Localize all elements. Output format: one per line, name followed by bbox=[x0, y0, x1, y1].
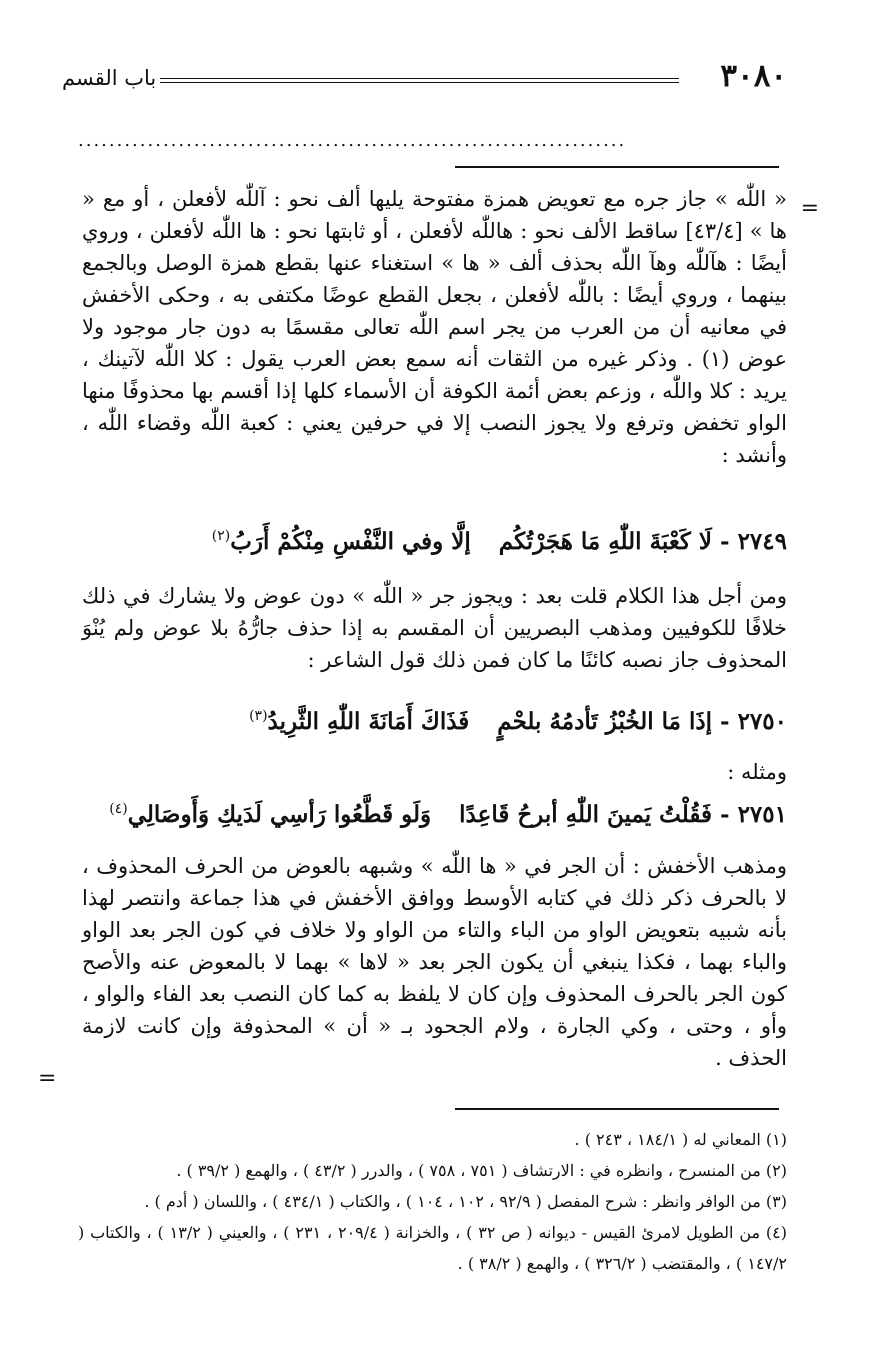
chapter-title: باب القسم bbox=[62, 66, 157, 90]
footnote-1: (١) المعاني له ( ١٨٤/١ ، ٢٤٣ ) . bbox=[574, 1130, 787, 1149]
verse-hemistich-2: فَذَاكَ أَمَانَةَ اللّٰهِ الثَّرِيدُ bbox=[267, 708, 470, 735]
verse-hemistich-1: إذَا مَا الخُبْزُ تَأدمُهُ بلحْمٍ bbox=[497, 708, 713, 735]
verse-2751 bbox=[86, 801, 787, 828]
verse-hemistich-1: فَقُلْتُ يَمينَ اللّٰهِ أبرحُ قَاعِدًا bbox=[459, 801, 713, 828]
paragraph-text: ومذهب الأخفش : أن الجر في « ها اللّٰه » وشبهه بالعوض من الحرف المحذوف ، لا بالحرف ذكر ذلك في كتابه الأوسط ووافق الأخفش في هذا جماعة وانتصر لهذا بأنه شبيه بتعويض الواو من الباء والتاء من الواو ولا خلاف في كون الجر بعد الواو والباء بهما ، فكذا ينبغي أن يكون الجر بعد « لاها » بهما لا بالمعوض عنه والأصح كون الجر بالحرف المحذوف وإن كان لا يلفظ به كما كان النصب بعد الفاء والواو ، وأو ، وحتى ، وكي الجارة ، ولام الجحود بـ « أن » المحذوفة وإن كانت لازمة الحذف . bbox=[82, 854, 787, 1070]
paragraph-text: ومثله : bbox=[727, 760, 787, 784]
verse-hemistich-2: وَلَو قَطَّعُوا رَأسِي لَدَيكِ وَأَوصَالِي bbox=[127, 801, 432, 828]
paragraph-1 bbox=[82, 183, 787, 471]
top-rule bbox=[455, 166, 779, 168]
footnote-ref: (٤) bbox=[109, 801, 128, 818]
verse-2749 bbox=[86, 528, 787, 555]
footnote-rule bbox=[455, 1108, 779, 1110]
footnote-4: (٤) من الطويل لامرئ القيس - ديوانه ( ص ٣٢ ) ، والخزانة ( ٢٠٩/٤ ، ٢٣١ ) ، والعيني ( ١٣/٢ ) ، والكتاب ( ١٤٧/٢ ) ، والمقتضب ( ٣٢٦/٢ ) ، والهمع ( ٣٨/٢ ) . bbox=[78, 1223, 787, 1273]
header-rule bbox=[160, 78, 679, 83]
paragraph-text: ومن أجل هذا الكلام قلت بعد : ويجوز جر « اللّٰه » دون عوض ولا يشارك في ذلك خلافًا للكوفيين ومذهب البصريين أن المقسم به إذا حذف جارُّهُ بلا عوض ولم يُنْوَ المحذوف جاز نصبه كائنًا ما كان فمن ذلك قول الشاعر : bbox=[82, 584, 787, 672]
footnote-ref: (٣) bbox=[249, 708, 268, 725]
verse-hemistich-1: لَا كَعْبَةَ اللّٰهِ مَا هَجَرْتُكُم bbox=[498, 528, 713, 555]
verse-hemistich-2: إلَّا وفي النَّفْسِ مِنْكُمْ أَرَبُ bbox=[230, 528, 471, 555]
verse-number: ٢٧٥١ - bbox=[720, 801, 787, 828]
paragraph-2 bbox=[82, 580, 787, 676]
paragraph-3 bbox=[82, 756, 787, 788]
footnotes bbox=[78, 1124, 787, 1279]
continuation-end-mark: = bbox=[38, 1066, 57, 1091]
page-number: ٣٠٨٠ bbox=[720, 58, 787, 94]
verse-2750 bbox=[86, 708, 787, 735]
paragraph-text: « اللّٰه » جاز جره مع تعويض همزة مفتوحة يليها ألف نحو : آللّٰه لأفعلن ، أو مع « ها » [٤٣/٤] ساقط الألف نحو : هاللّٰه لأفعلن ، أو ثابتها نحو : ها اللّٰه لأفعلن ، وروي أيضًا : هآللّٰه وهآ اللّٰه بحذف ألف « ها » استغناء عنها بقطع همزة الوصل وبالجمع بينهما ، وروي أيضًا : باللّٰه لأفعلن ، بجعل القطع عوضًا مكتفى به ، وحكى الأخفش في معانيه أن من العرب من يجر اسم اللّٰه تعالى مقسمًا به دون جار موجود ولا عوض (١) . وذكر غيره من الثقات أنه سمع بعض العرب يقول : كلا اللّٰه لآتينك ، يريد : كلا واللّٰه ، وزعم بعض أئمة الكوفة أن الأسماء كلها إذا أقسم بها محذوفًا منها الواو تخفض وترفع ولا يجوز النصب إلا في حرفين يعني : كعبة اللّٰه وقضاء اللّٰه ، وأنشد : bbox=[82, 187, 787, 467]
dotted-separator: ....................................................................... bbox=[78, 130, 627, 151]
footnote-ref: (٢) bbox=[211, 528, 231, 545]
verse-number: ٢٧٤٩ - bbox=[720, 528, 787, 555]
paragraph-4 bbox=[82, 850, 787, 1074]
footnote-2: (٢) من المنسرح ، وانظره في : الارتشاف ( ٧٥١ ، ٧٥٨ ) ، والدرر ( ٤٣/٢ ) ، والهمع ( ٣٩/٢ ) . bbox=[176, 1161, 787, 1180]
continuation-mark: = bbox=[800, 196, 819, 221]
verse-number: ٢٧٥٠ - bbox=[720, 708, 787, 735]
footnote-3: (٣) من الوافر وانظر : شرح المفصل ( ٩٢/٩ ، ١٠٢ ، ١٠٤ ) ، والكتاب ( ٤٣٤/١ ) ، واللسان ( أدم ) . bbox=[144, 1192, 787, 1211]
